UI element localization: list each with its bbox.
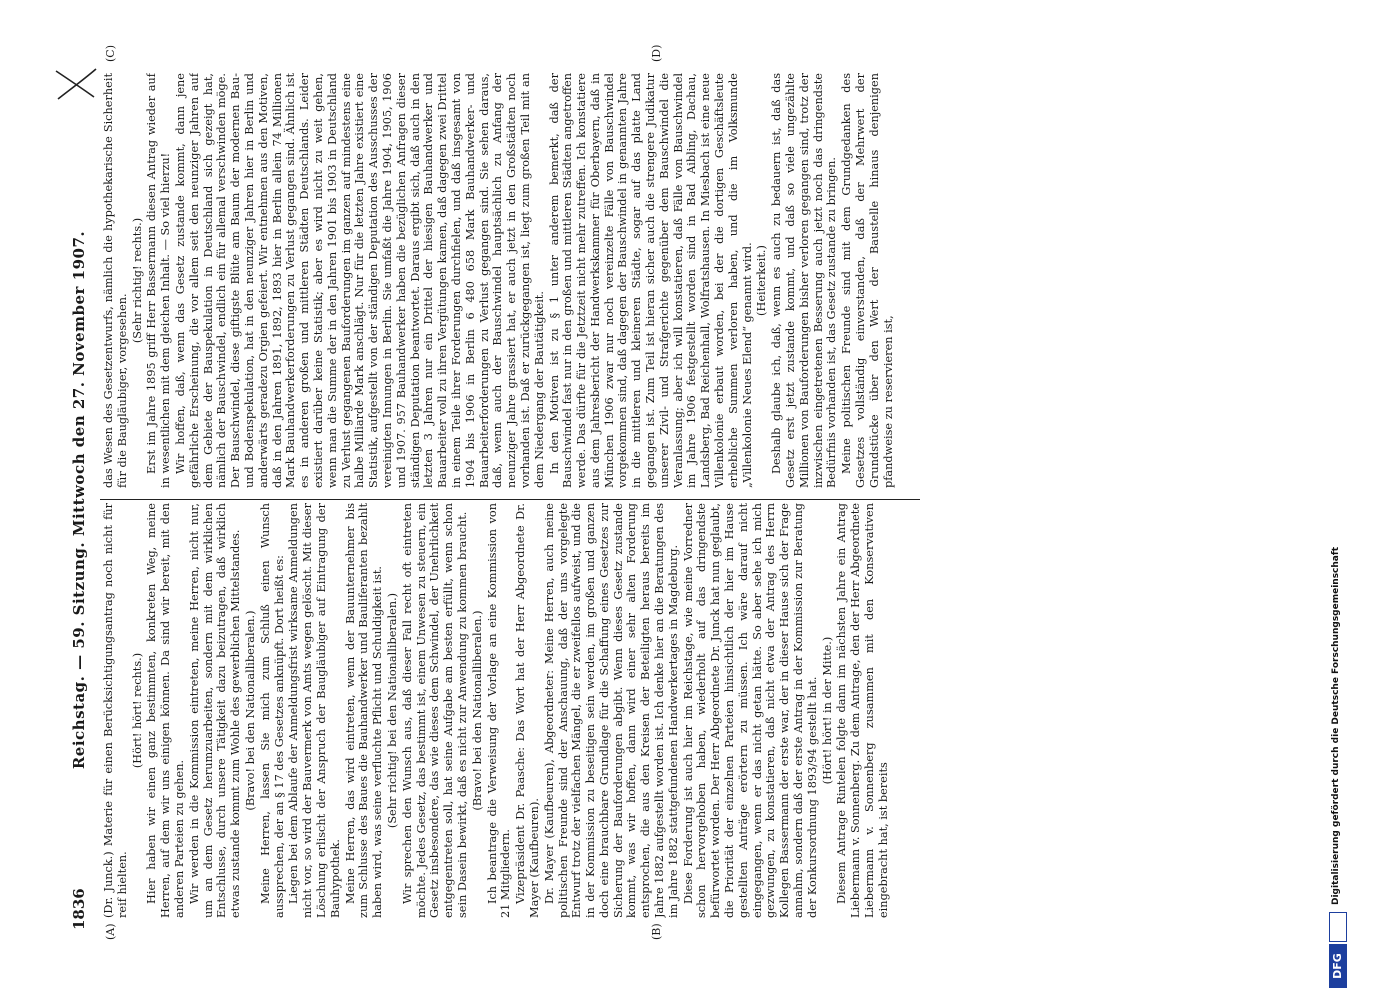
digitization-footer xyxy=(1322,0,1356,1000)
interjection: (Heiterkeit.) xyxy=(755,245,769,316)
dfg-logo: DFG xyxy=(1329,944,1347,988)
paragraph: Ich beantrage die Verweisung der Vorlage an eine Kommission von 21 Mitgliedern. xyxy=(485,503,513,918)
interjection: (Hört! hört! rechts.) xyxy=(130,652,144,769)
interjection: (Hört! hört! in der Mitte.) xyxy=(820,636,834,785)
paragraph: Meine Herren, das wird eintreten, wenn der Bauunternehmer bis zum Schlusse des Baues die Bauhandwerker und Bauliferanten bezahlt haben wird, was seine verfluchte Pflicht und Schuldigkeit ist. xyxy=(343,503,385,918)
paragraph: In den Motiven ist zu § 1 unter anderem bemerkt, daß der Bauschwindel fast nur in den großen und mittleren Städten angetroffen werde. Das dürfte für die Jetztzeit nicht mehr zutreffen. Ich konstatiere aus dem Jahresbericht der Handwerkskammer für Oberbayern, daß in München 1906 zwar nur noch vereinzelte Fälle von Bauschwindel vorgekommen sind, daß dagegen der Bauschwindel in genannten Jahre in die mittleren und kleineren Städte, sogar auf das platte Land gegangen ist. Zum Teil ist hieran sicher auch die strengere Judikatur unserer Zivil- und Strafgerichte gegenüber dem Bauschwindel die Veranlassung; aber ich will konstatieren, daß Fälle von Bauschwindel im Jahre 1906 festgestellt worden sind in Bad Aibling, Dachau, Landsberg, Bad Reichenhall, Wolfratshausen. In Miesbach ist eine neue Villenkolonie erbaut worden, bei der die dortigen Geschäftsleute erhebliche Summen verloren haben, und die im Volksmunde „Villenkolonie Neues Elend“ genannt wird. xyxy=(547,73,754,488)
paragraph: (Dr. Junck.) Materie für einen Berücksichtigungsantrag noch nicht für reif hielten. xyxy=(102,503,129,918)
paragraph: Meine politischen Freunde sind mit dem Grundgedanken des Gesetzes vollständig einverstanden, daß der Mehrwert der Grundstücke über den Wert der Baustelle hinaus denjenigen pfandweise zu reservieren ist, xyxy=(840,73,895,488)
interjection: (Sehr richtig! rechts.) xyxy=(130,217,144,344)
page-title: Reichstag. — 59. Sitzung. Mittwoch den 27. November 1907. xyxy=(70,230,88,770)
paragraph: Wir sprechen den Wunsch aus, daß dieser Fall recht oft eintreten möchte. Jedes Gesetz, das bestimmt ist, einem Unwesen zu steuern, ein Gesetz insbesondere, das wie dieses dem Schwindel, der Unehrlichkeit entgegentreten soll, hat seine Aufgabe am besten erfüllt, wenn schon sein Dasein bewirkt, daß es nicht zur Anwendung zu kommen braucht. xyxy=(400,503,469,918)
page-number: 1836 xyxy=(70,888,88,930)
paragraph: Meine Herren, lassen Sie mich zum Schluß einen Wunsch aussprechen, der an § 17 des Gesetzes anknüpft. Dort heißt es: xyxy=(258,503,286,918)
paragraph: Deshalb glaube ich, daß, wenn es auch zu bedauern ist, daß das Gesetz erst jetzt zustande kommt, und daß so viele ungezählte Millionen von Bauforderungen bisher verloren gegangen sind, trotz der inzwischen eingetretenen Besserung auch jetzt noch das dringendste Bedürfnis vorhanden ist, das Gesetz zustande zu bringen. xyxy=(770,73,839,488)
paragraph: Vizepräsident Dr. Paasche: Das Wort hat der Herr Abgeordnete Dr. Mayer (Kaufbeuren). xyxy=(514,503,541,918)
paragraph: Erst im Jahre 1895 griff Herr Bassermann diesen Antrag wieder auf in wesentlichen mit dem gleichen Inhalt. — So viel hierzu! xyxy=(145,73,173,488)
interjection: (Bravo! bei den Nationalliberalen.) xyxy=(243,610,257,811)
margin-marker-d: (D) xyxy=(650,44,663,62)
paragraph: Diesem Antrage Rintelen folgte dann im nächsten Jahre ein Antrag Liebermann v. Sonnenberg. Zu dem Antrage, den der Herr Abgeordnete Liebermann v. Sonnenberg zusammen mit den Konservativen eingebracht hat, ist bereits xyxy=(835,503,890,918)
digitization-credit: Digitalisierung gefördert durch die Deutsche Forschungsgemeinschaft xyxy=(1331,546,1341,905)
column-divider xyxy=(100,499,920,500)
paragraph: Dr. Mayer (Kaufbeuren), Abgeordneter: Meine Herren, auch meine politischen Freunde sind der Anschauung, daß der uns vorgelegte Entwurf trotz der vielfachen Mängel, die er zweifellos aufweist, und die in der Kommission zu beseitigen sein werden, im großen und ganzen doch eine brauchbare Grundlage für die Schaffung eines Gesetzes zur Sicherung der Bauforderungen abgibt. Wenn dieses Gesetz zustande kommt, was wir hoffen, dann wird einer sehr alten Forderung entsprochen, die aus den Kreisen der Beteiligten heraus bereits im Jahre 1882 aufgestellt worden ist. Ich denke hier an die Beratungen des im Jahre 1882 stattgefundenen Handwerkertages in Magdeburg. xyxy=(542,503,680,918)
paragraph: Wir hoffen, daß, wenn das Gesetz zustande kommt, dann jene gefährliche Erscheinung, die vor allem seit den neunziger Jahren auf dem Gebiete der Bauspekulation in Deutschland sich gezeigt hat, nämlich der Bauschwindel, endlich ein für allemal verschwinden möge. Der Bauschwindel, diese giftigste Blüte am Baum der modernen Bau- und Bodenspekulation, hat in den neunziger Jahren hier in Berlin und anderwärts geradezu Orgien gefeiert. Wir entnehmen aus den Motiven, daß in den Jahren 1891, 1892, 1893 hier in Berlin allein 74 Millionen Mark Bauhandwerkerforderungen zu Verlust gegangen sind. Ähnlich ist es in anderen großen und mittleren Städten Deutschlands. Leider existiert darüber keine Statistik; aber es wird nicht zu weit gehen, wenn man die Summe der in den Jahren 1901 bis 1903 in Deutschland zu Verlust gegangenen Bauforderungen im ganzen auf mindestens eine halbe Milliarde Mark anschlägt. Nur für die letzten Jahre existiert eine Statistik, aufgestellt von der ständigen Deputation des Ausschusses der vereinigten Innungen in Berlin. Sie umfaßt die Jahre 1904, 1905, 1906 und 1907. 957 Bauhandwerker haben die bezüglichen Anfragen dieser ständigen Deputation beantwortet. Daraus ergibt sich, daß auch in den letzten 3 Jahren nur ein Drittel der hiesigen Bauhandwerker und Bauarbeiter voll zu ihren Vergütungen kamen, daß dagegen zwei Drittel in einem Teile ihrer Forderungen durchfielen, und daß insgesamt von 1904 bis 1906 in Berlin 6 480 658 Mark Bauhandwerker- und Bauarbeiterforderungen zu Verlust gegangen sind. Sie sehen daraus, daß, wenn auch der Bauschwindel hauptsächlich zu Anfang der neunziger Jahre grassiert hat, er auch jetzt in den Großstädten noch vorhanden ist. Daß er zurückgegangen ist, liegt zum großen Teil mit an dem Niedergang der Bautätigkeit. xyxy=(173,73,546,488)
interjection: (Sehr richtig! bei den Nationalliberalen.) xyxy=(385,592,399,829)
right-column xyxy=(102,73,922,488)
paragraph: Wir werden in die Kommission eintreten, meine Herren, nicht nur, um an dem Gesetz herumzuarbeiten, sondern mit dem wirklichen Entschlusse, durch unsere Tätigkeit dazu beizutragen, daß wirklich etwas zustande kommt zum Wohle des gewerblichen Mittelstandes. xyxy=(187,503,243,918)
paragraph: das Wesen des Gesetzentwurfs, nämlich die hypothekarische Sicherheit für die Baugläubiger, vorgesehen. xyxy=(102,73,129,488)
interjection: (Bravo! bei den Nationalliberalen.) xyxy=(470,610,484,811)
paragraph: Liegen bei dem Ablaufe der Anmeldungsfrist wirksame Anmeldungen nicht vor, so wird der Bauvermerk von Amts wegen gelöscht. Mit dieser Löschung erlischt der Anspruch der Baugläubiger auf Eintragung der Bauhypothek. xyxy=(287,503,342,918)
paragraph: Diese Forderung ist auch hier im Reichstage, wie meine Vorredner schon hervorgehoben haben, wiederholt auf das dringendste befürwortet worden. Der Herr Abgeordnete Dr. Junck hat nun geglaubt, die Priorität der einzelnen Parteien hinsichtlich der hier im Hause gestellten Anträge erörtern zu müssen. Ich wäre darauf nicht eingegangen, wenn er das nicht getan hätte. So aber sehe ich mich gezwungen, zu konstatieren, daß nicht etwa der Antrag des Herrn Kollegen Bassermann der erste war, der in dieser Hause sich der Frage annahm, sondern daß der erste Antrag in der Kommission zur Beratung der Konkursordnung 1893/94 gestellt hat. xyxy=(681,503,819,918)
margin-marker-a: (A) xyxy=(104,923,117,940)
handwritten-x-mark xyxy=(52,63,100,105)
dfg-logo-bar xyxy=(1329,912,1347,942)
margin-marker-b: (B) xyxy=(650,923,663,940)
margin-marker-c: (C) xyxy=(104,45,117,62)
left-column xyxy=(102,503,922,918)
paragraph: Hier haben wir einen ganz bestimmten, konkreten Weg, meine Herren, auf dem wir uns einigen können. Da sind wir bereit, mit den anderen Parteien zu gehen. xyxy=(145,503,186,918)
page-header xyxy=(70,70,92,930)
